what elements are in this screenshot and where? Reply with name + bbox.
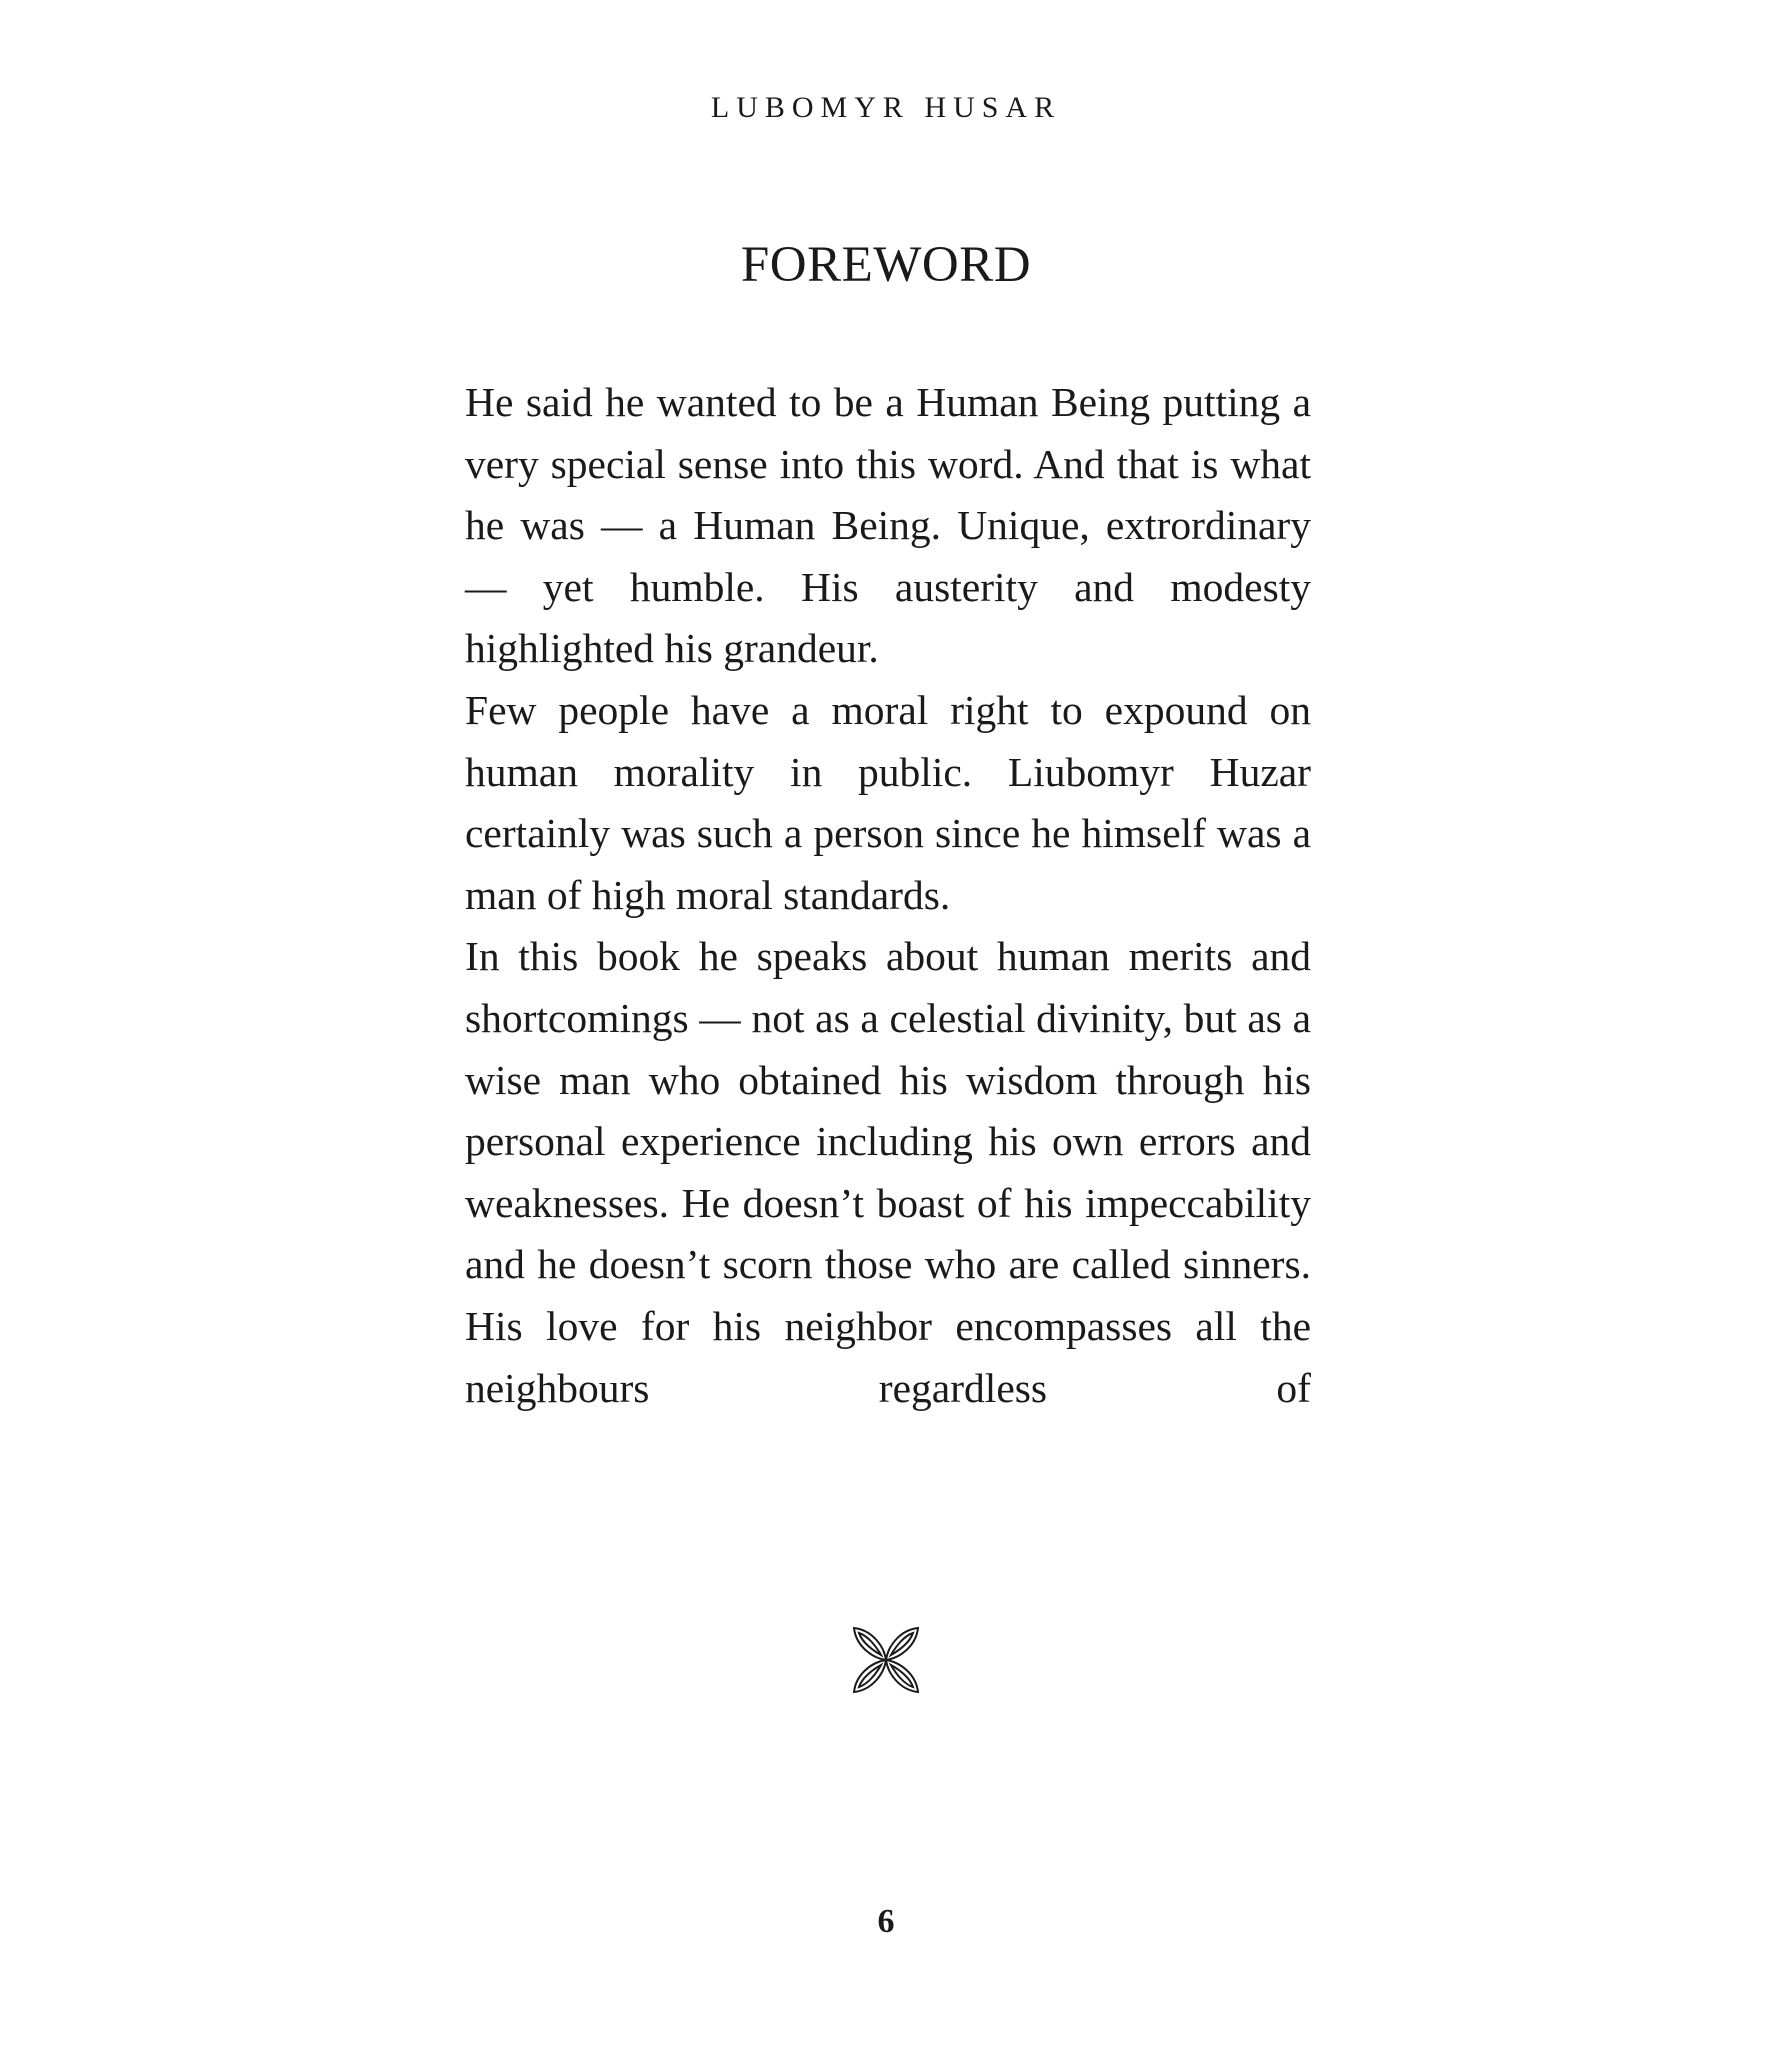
paragraph-3: In this book he speaks about human merits and shortcomings — not as a celestial divinity, but as a wise man who obtained his wisdom through his personal experience including his own errors and weaknesses. He doesn’t boast of his impeccability and he doesn’t scorn those who are called sinners. His love for his neighbor encompasses all the neighbours regardless of: [465, 933, 1311, 1411]
page-number: 6: [877, 1903, 895, 1940]
paragraph-1: He said he wanted to be a Human Being putting a very special sense into this word. And that is what he was — a Human Being. Unique, extrordinary — yet humble. His austerity and modesty highlighted his grandeur.: [465, 379, 1311, 672]
paragraph-2: Few people have a moral right to expound on human morality in public. Liubomyr Huzar certainly was such a person since he himself was a man of high moral standards.: [465, 686, 1311, 918]
running-head: LUBOMYR HUSAR: [710, 91, 1062, 124]
chapter-title: FOREWORD: [740, 237, 1032, 293]
body-text: [465, 372, 1311, 1419]
four-petal-ornament-icon: [850, 1624, 922, 1696]
